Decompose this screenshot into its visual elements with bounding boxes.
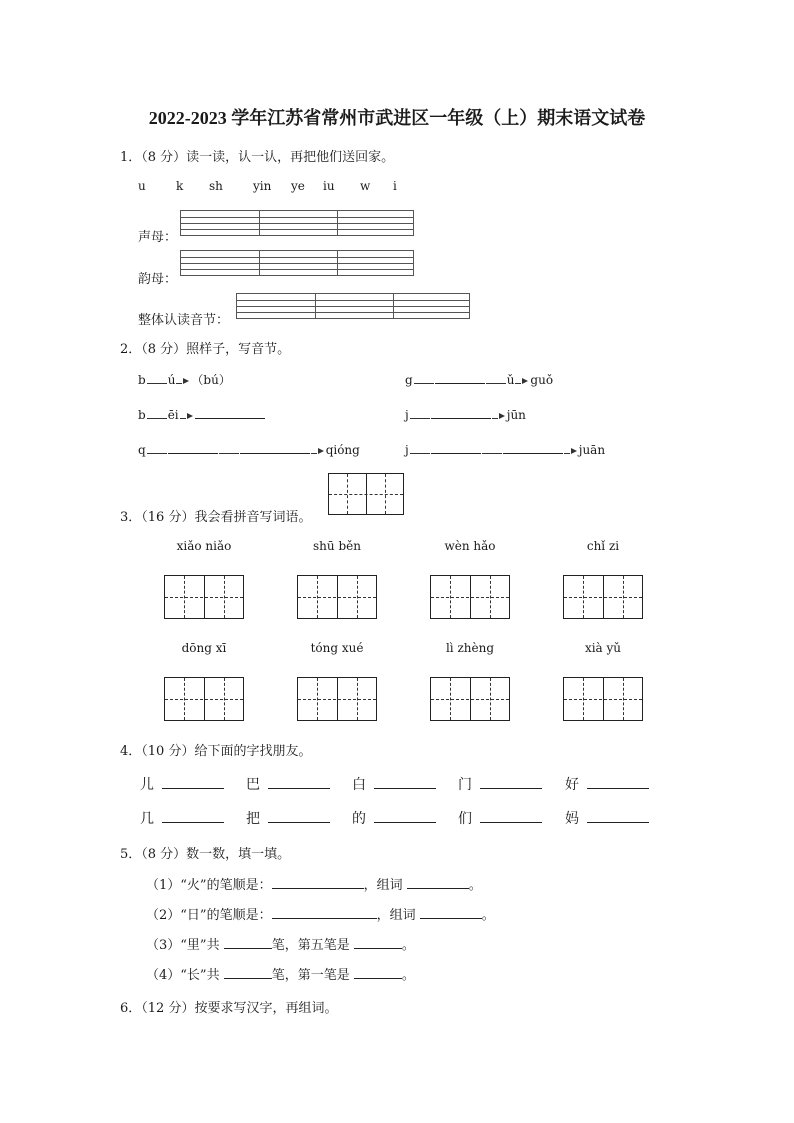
connector-line <box>410 447 430 454</box>
connector-line <box>414 377 434 384</box>
question-4-heading: 4．（10 分）给下面的字找朋友。 <box>120 744 312 759</box>
arrow-icon <box>522 378 528 384</box>
q5-1-prompt: （1）“火”的笔顺是： <box>146 878 272 893</box>
answer-blank[interactable] <box>224 936 272 949</box>
connector-line <box>147 377 167 384</box>
shengmu-four-line-grid[interactable] <box>180 210 414 236</box>
q5-line-4 <box>146 964 415 983</box>
character-with-blank <box>565 808 649 828</box>
answer-blank[interactable] <box>431 406 491 419</box>
answer-blank[interactable] <box>168 441 218 454</box>
pinyin-word: dōng xī <box>181 641 227 655</box>
character-with-blank <box>352 808 436 828</box>
example-row-1-right <box>405 371 553 387</box>
answer-blank[interactable] <box>420 906 482 919</box>
character: 的 <box>352 811 366 827</box>
tianzi-grid[interactable] <box>430 677 510 721</box>
pinyin-word: chǐ zi <box>586 539 620 553</box>
connector-line <box>515 377 521 384</box>
answer-text: qióng <box>325 443 360 457</box>
pinyin-word: wèn hǎo <box>444 539 496 553</box>
q5-line-1 <box>146 874 482 893</box>
pinyin-letter: w <box>360 179 371 193</box>
answer-blank[interactable] <box>272 906 377 919</box>
example-row-1-left <box>138 371 231 388</box>
pinyin-word: xiǎo niǎo <box>176 539 232 553</box>
connector-line <box>176 377 182 384</box>
initial-text: q <box>138 443 146 457</box>
pinyin-letter: yin <box>253 179 272 193</box>
answer-text: guǒ <box>530 373 554 387</box>
character-with-blank <box>458 808 542 828</box>
answer-blank[interactable] <box>374 776 436 789</box>
character: 几 <box>140 811 154 827</box>
q5-3-prompt: （3）“里”共 <box>146 938 220 953</box>
initial-text: b <box>138 408 146 422</box>
connector-line <box>147 447 167 454</box>
pinyin-letter: u <box>138 179 146 193</box>
yunmu-four-line-grid[interactable] <box>180 250 414 276</box>
pinyin-letter: i <box>393 179 397 193</box>
character-with-blank <box>352 774 436 794</box>
q5-line-2 <box>146 904 495 923</box>
arrow-icon <box>187 413 193 419</box>
connector-line <box>564 447 570 454</box>
tianzi-grid[interactable] <box>430 575 510 619</box>
answer-blank[interactable] <box>354 936 402 949</box>
answer-blank[interactable] <box>240 441 310 454</box>
q5-3-mid: 笔，第五笔是 <box>271 938 350 953</box>
q5-1-end: 。 <box>468 878 482 893</box>
page-title: 2022-2023 学年江苏省常州市武进区一年级（上）期末语文试卷 <box>148 108 646 128</box>
tianzi-grid[interactable] <box>164 575 244 619</box>
connector-line <box>492 412 498 419</box>
character: 好 <box>565 777 579 793</box>
character-with-blank <box>565 774 649 794</box>
initial-text: g <box>405 373 413 387</box>
answer-blank[interactable] <box>407 876 469 889</box>
example-row-2-right <box>405 406 526 422</box>
answer-blank[interactable] <box>431 441 481 454</box>
pinyin-word: lì zhèng <box>445 641 495 655</box>
answer-text: （bú） <box>191 373 231 387</box>
example-row-2-left <box>138 406 265 422</box>
answer-blank[interactable] <box>480 776 542 789</box>
zhengti-label: 整体认读音节： <box>138 313 230 328</box>
answer-blank[interactable] <box>268 810 330 823</box>
q5-3-end: 。 <box>401 938 415 953</box>
connector-line <box>219 447 239 454</box>
answer-blank[interactable] <box>374 810 436 823</box>
character: 妈 <box>565 811 579 827</box>
answer-blank[interactable] <box>503 441 563 454</box>
answer-blank[interactable] <box>224 966 272 979</box>
final-text: ǔ <box>506 373 515 387</box>
character: 白 <box>352 777 366 793</box>
q5-4-mid: 笔，第一笔是 <box>271 968 350 983</box>
initial-text: j <box>405 408 409 422</box>
connector-line <box>311 447 317 454</box>
answer-blank[interactable] <box>268 776 330 789</box>
character: 门 <box>458 777 472 793</box>
q5-1-mid: ，组词 <box>363 878 403 893</box>
pinyin-letter: sh <box>209 179 223 193</box>
character-with-blank <box>458 774 542 794</box>
answer-blank[interactable] <box>587 810 649 823</box>
character-with-blank <box>246 774 330 794</box>
answer-blank[interactable] <box>195 406 265 419</box>
final-text: ú <box>167 373 176 387</box>
answer-text: juān <box>578 443 606 457</box>
answer-blank[interactable] <box>162 810 224 823</box>
character-with-blank <box>140 808 224 828</box>
character: 巴 <box>246 777 260 793</box>
tianzi-grid[interactable] <box>563 575 643 619</box>
answer-blank[interactable] <box>587 776 649 789</box>
tianzi-grid[interactable] <box>563 677 643 721</box>
pinyin-word: shū běn <box>313 539 361 553</box>
q5-2-prompt: （2）“日”的笔顺是： <box>146 908 272 923</box>
question-2-heading: 2．（8 分）照样子，写音节。 <box>120 342 291 357</box>
arrow-icon <box>499 413 505 419</box>
answer-blank[interactable] <box>272 876 364 889</box>
q5-4-prompt: （4）“长”共 <box>146 968 220 983</box>
example-row-3-right <box>405 441 605 457</box>
tianzi-grid[interactable] <box>297 677 377 721</box>
connector-line <box>482 447 502 454</box>
character: 把 <box>246 811 260 827</box>
answer-blank[interactable] <box>480 810 542 823</box>
example-tianzi-grid <box>328 473 404 515</box>
q5-4-end: 。 <box>401 968 415 983</box>
answer-blank[interactable] <box>435 371 485 384</box>
character: 儿 <box>140 777 154 793</box>
initial-text: j <box>405 443 409 457</box>
character-with-blank <box>140 774 224 794</box>
zhengti-four-line-grid[interactable] <box>236 293 470 319</box>
arrow-icon <box>318 448 324 454</box>
tianzi-grid[interactable] <box>164 677 244 721</box>
pinyin-letter: iu <box>323 179 335 193</box>
pinyin-word: xià yǔ <box>584 641 622 655</box>
character-with-blank <box>246 808 330 828</box>
pinyin-letter: k <box>176 179 184 193</box>
pinyin-word: tóng xué <box>310 641 364 655</box>
question-3-heading: 3．（16 分）我会看拼音写词语。 <box>120 510 312 525</box>
connector-line <box>180 412 186 419</box>
answer-blank[interactable] <box>162 776 224 789</box>
tianzi-grid[interactable] <box>297 575 377 619</box>
arrow-icon <box>571 448 577 454</box>
q5-2-end: 。 <box>481 908 495 923</box>
final-text: ēi <box>167 408 179 422</box>
connector-line <box>410 412 430 419</box>
character: 们 <box>458 811 472 827</box>
answer-text: jūn <box>506 408 526 422</box>
question-5-heading: 5．（8 分）数一数，填一填。 <box>120 847 291 862</box>
connector-line <box>486 377 506 384</box>
question-1-heading: 1．（8 分）读一读，认一认，再把他们送回家。 <box>120 150 395 165</box>
pinyin-letter-list <box>138 179 403 193</box>
q5-2-mid: ，组词 <box>376 908 416 923</box>
question-6-heading: 6．（12 分）按要求写汉字，再组词。 <box>120 1001 338 1016</box>
example-row-3-left <box>138 441 360 457</box>
answer-blank[interactable] <box>354 966 402 979</box>
connector-line <box>147 412 167 419</box>
yunmu-label: 韵母： <box>138 272 178 287</box>
arrow-icon <box>183 378 189 384</box>
initial-text: b <box>138 373 146 387</box>
q5-line-3 <box>146 934 415 953</box>
pinyin-letter: ye <box>291 179 305 193</box>
shengmu-label: 声母： <box>138 230 178 245</box>
